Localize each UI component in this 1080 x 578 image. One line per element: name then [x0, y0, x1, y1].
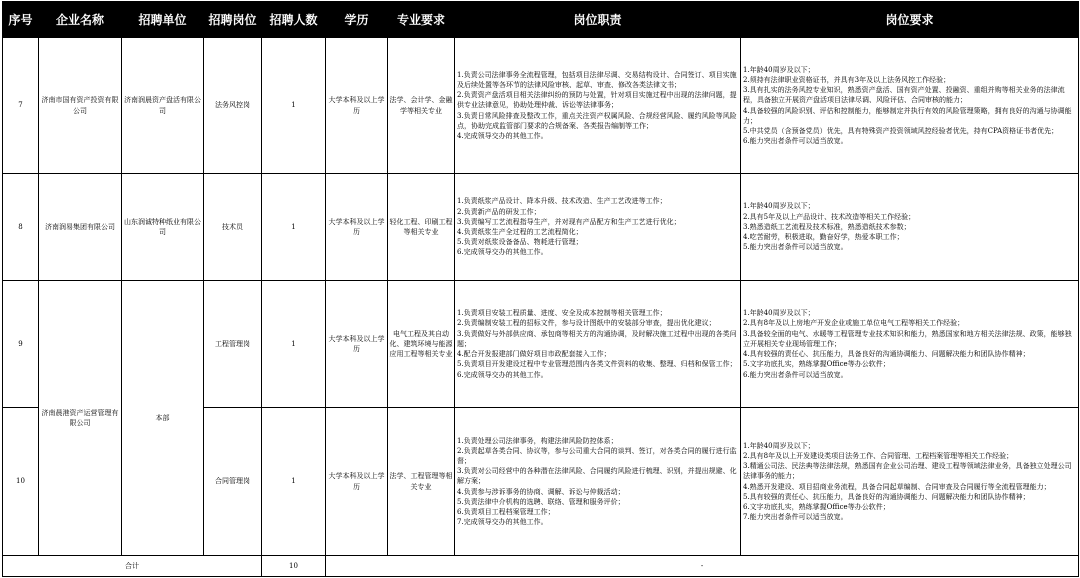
- table-row: [3, 281, 1079, 408]
- requirement-item: 4.具备较强的风险识别、评估和控制能力，能够制定并执行有效的风险管理策略，拥有良好的沟通与协调能力；: [743, 106, 1072, 125]
- cell-major: 法学、会计学、金融学等相关专业: [388, 38, 455, 174]
- duty-item: 3.负责做好与外部供应商、承包商等相关方的沟通协调，及时解决施工过程中出现的各类问题；: [457, 329, 737, 348]
- cell-position: 合同管理岗: [204, 408, 262, 556]
- cell-company: 济南润易集团有限公司: [39, 174, 122, 281]
- duty-item: 2.负责编制安装工程的招标文件，参与设计图纸中的安装部分审查，提出优化建议；: [457, 319, 716, 328]
- requirement-item: 7.能力突出者条件可以适当放宽。: [743, 513, 848, 522]
- cell-unit-merged: 本部: [122, 281, 204, 556]
- requirement-item: 5.能力突出者条件可以适当放宽。: [743, 243, 848, 252]
- cell-major: 电气工程及其自动化、建筑环境与能源应用工程等相关专业: [388, 281, 455, 408]
- duty-item: 6.完成领导交办的其他工作。: [457, 248, 548, 257]
- duty-item: 1.负责纸浆产品设计、降本升级、技术改造、生产工艺改进等工作；: [457, 197, 667, 206]
- duty-item: 3.负责编写工艺流程指导生产，并对现有产品配方和生产工艺进行优化；: [457, 217, 681, 226]
- cell-no: 7: [3, 38, 39, 174]
- cell-company: 济南市国有资产投资有限公司: [39, 38, 122, 174]
- duty-item: 5.负责项目开发建设过程中专业管理范围内各类文件资料的收集、整理、归档和保管工作；: [457, 360, 737, 369]
- requirement-item: 1.年龄40周岁及以下；: [743, 309, 815, 318]
- duty-item: 3.负责日常风险排查及整改工作，重点关注资产权属风险、合规经营风险、履约风险等风险点，协助完成监管部门要求的合规备案、各类报告编制等工作；: [457, 111, 737, 130]
- cell-education: 大学本科及以上学历: [326, 408, 388, 556]
- cell-position: 技术员: [204, 174, 262, 281]
- cell-major: 法学、工程管理等相关专业: [388, 408, 455, 556]
- header-company: 企业名称: [39, 2, 122, 38]
- requirement-item: 3.精通公司法、民法典等法律法规，熟悉国有企业公司治理、建设工程等领域法律业务，具备独立处理公司法律事务的能力；: [743, 462, 1072, 481]
- cell-no: 8: [3, 174, 39, 281]
- requirement-item: 6.文字功底扎实，熟练掌握Office等办公软件；: [743, 502, 890, 511]
- duty-item: 2.负责新产品的研发工作；: [457, 207, 541, 216]
- cell-count: 1: [262, 38, 326, 174]
- cell-requirements: [741, 281, 1079, 408]
- requirement-item: 1.年龄40周岁及以下；: [743, 65, 815, 74]
- requirement-item: 1.年龄40周岁及以下；: [743, 441, 815, 450]
- cell-position: 工程管理岗: [204, 281, 262, 408]
- header-requirements: 岗位要求: [741, 2, 1079, 38]
- total-label: 合计: [3, 556, 262, 577]
- requirement-item: 5.中共党员（含预备党员）优先，具有特殊资产投资领域风控经验者优先，持有CPA资格证书者优先；: [743, 126, 1059, 135]
- cell-count: 1: [262, 408, 326, 556]
- cell-duties: [455, 174, 741, 281]
- duty-item: 1.负责处理公司法律事务，构建法律风险防控体系；: [457, 436, 618, 445]
- cell-major: 轻化工程、印刷工程等相关专业: [388, 174, 455, 281]
- header-education: 学历: [326, 2, 388, 38]
- cell-no: 9: [3, 281, 39, 408]
- table-row: [3, 38, 1079, 174]
- total-row: [3, 556, 1079, 577]
- header-position: 招聘岗位: [204, 2, 262, 38]
- header-major: 专业要求: [388, 2, 455, 38]
- requirement-item: 6.能力突出者条件可以适当放宽。: [743, 370, 848, 379]
- duty-item: 2.负责资产盘活项目相关法律纠纷的预防与处置，针对项目实施过程中出现的法律问题，提供专业法律意见，协助处理仲裁、诉讼等法律事务；: [457, 91, 737, 110]
- cell-duties: [455, 408, 741, 556]
- recruitment-table: [2, 1, 1079, 577]
- requirement-item: 5.文字功底扎实，熟练掌握Office等办公软件；: [743, 360, 890, 369]
- cell-education: 大学本科及以上学历: [326, 281, 388, 408]
- requirement-item: 4.吃苦耐劳，积极进取，勤奋好学，热爱本职工作；: [743, 233, 904, 242]
- duty-item: 4.负责参与涉诉事务的协商、调解、诉讼与仲裁活动；: [457, 487, 625, 496]
- requirement-item: 4.具有较强的责任心、抗压能力，具备良好的沟通协调能力、问题解决能力和团队协作精神；: [743, 350, 1030, 359]
- requirement-item: 4.熟悉开发建设、项目招商业务流程，具备合同起草编制、合同审查及合同履行等全流程管理能力；: [743, 482, 1051, 491]
- cell-no: 10: [3, 408, 39, 556]
- cell-count: 1: [262, 174, 326, 281]
- duty-item: 1.负责公司法律事务全流程管理，包括项目法律尽调、交易结构设计、合同签订、项目实施及后续处置等各环节的法律风险审核、起草、审查、修改各类法律文书；: [457, 70, 737, 89]
- requirement-item: 2.具有5年及以上产品设计、技术改造等相关工作经验；: [743, 212, 916, 221]
- duty-item: 7.完成领导交办的其他工作。: [457, 518, 548, 527]
- cell-education: 大学本科及以上学历: [326, 174, 388, 281]
- cell-position: 法务风控岗: [204, 38, 262, 174]
- duty-item: 3.负责对公司经营中的各种潜在法律风险、合同履约风险进行梳理、识别，并提出规避、化解方案；: [457, 467, 737, 486]
- requirement-item: 1.年龄40周岁及以下；: [743, 202, 815, 211]
- requirement-item: 5.具有较强的责任心、抗压能力，具备良好的沟通协调能力、问题解决能力和团队协作精神；: [743, 492, 1030, 501]
- cell-count: 1: [262, 281, 326, 408]
- requirement-item: 3.具备较全面的电气、水暖等工程管理专业技术知识和能力，熟悉国家和地方相关法律法规、政策，能够独立开展相关专业现场管理工作；: [743, 329, 1072, 348]
- header-unit: 招聘单位: [122, 2, 204, 38]
- cell-requirements: [741, 174, 1079, 281]
- duty-item: 4.负责纸浆生产全过程的工艺流程简化；: [457, 228, 583, 236]
- cell-duties: [455, 281, 741, 408]
- requirement-item: 3.熟悉造纸工艺流程及技术标准，熟悉造纸技术参数；: [743, 222, 911, 231]
- duty-item: 2.负责起草各类合同、协议等，参与公司重大合同的谈判、签订，对各类合同的履行进行监督；: [457, 446, 737, 465]
- duty-item: 5.负责法律中介机构的选聘、联络、管理和服务评价；: [457, 497, 625, 506]
- cell-education: 大学本科及以上学历: [326, 38, 388, 174]
- cell-duties: [455, 38, 741, 174]
- requirement-item: 3.具有扎实的法务风控专业知识，熟悉资产盘活、国有资产处置、投融资、重组并购等相关业务的法律流程，具备独立开展资产盘活项目法律尽调、风险评估、合同审核的能力；: [743, 86, 1065, 105]
- requirement-item: 6.能力突出者条件可以适当放宽。: [743, 137, 848, 146]
- duty-item: 1.负责项目安装工程质量、进度、安全及成本控制等相关管理工作；: [457, 309, 667, 318]
- cell-unit: 山东润诚特种纸业有限公司: [122, 174, 204, 281]
- duty-item: 4.配合开发报建部门做好项目市政配套接入工作；: [457, 350, 611, 359]
- header-count: 招聘人数: [262, 2, 326, 38]
- cell-company-merged: 济南晨港资产运营管理有限公司: [39, 281, 122, 556]
- requirement-item: 2.具有8年及以上房地产开发企业或施工单位电气工程等相关工作经验；: [743, 319, 965, 328]
- cell-requirements: [741, 38, 1079, 174]
- duty-item: 6.负责项目工程档案管理工作；: [457, 508, 555, 516]
- total-count: 10: [262, 556, 326, 577]
- header-duties: 岗位职责: [455, 2, 741, 38]
- cell-unit: 济南润晨资产盘活有限公司: [122, 38, 204, 174]
- duty-item: 4.完成领导交办的其他工作。: [457, 132, 548, 140]
- table-row: [3, 174, 1079, 281]
- header-row: [3, 2, 1079, 38]
- header-no: 序号: [3, 2, 39, 38]
- duty-item: 5.负责对纸浆设备备品、物耗进行管理；: [457, 238, 583, 247]
- requirement-item: 2.须持有法律职业资格证书，并具有3年及以上法务风控工作经验；: [743, 75, 951, 84]
- requirement-item: 2.具有8年及以上开发建设类项目法务工作、合同管理、工程档案管理等相关工作经验；: [743, 451, 1014, 460]
- cell-requirements: [741, 408, 1079, 556]
- total-rest: -: [326, 556, 1079, 577]
- duty-item: 6.完成领导交办的其他工作。: [457, 370, 548, 379]
